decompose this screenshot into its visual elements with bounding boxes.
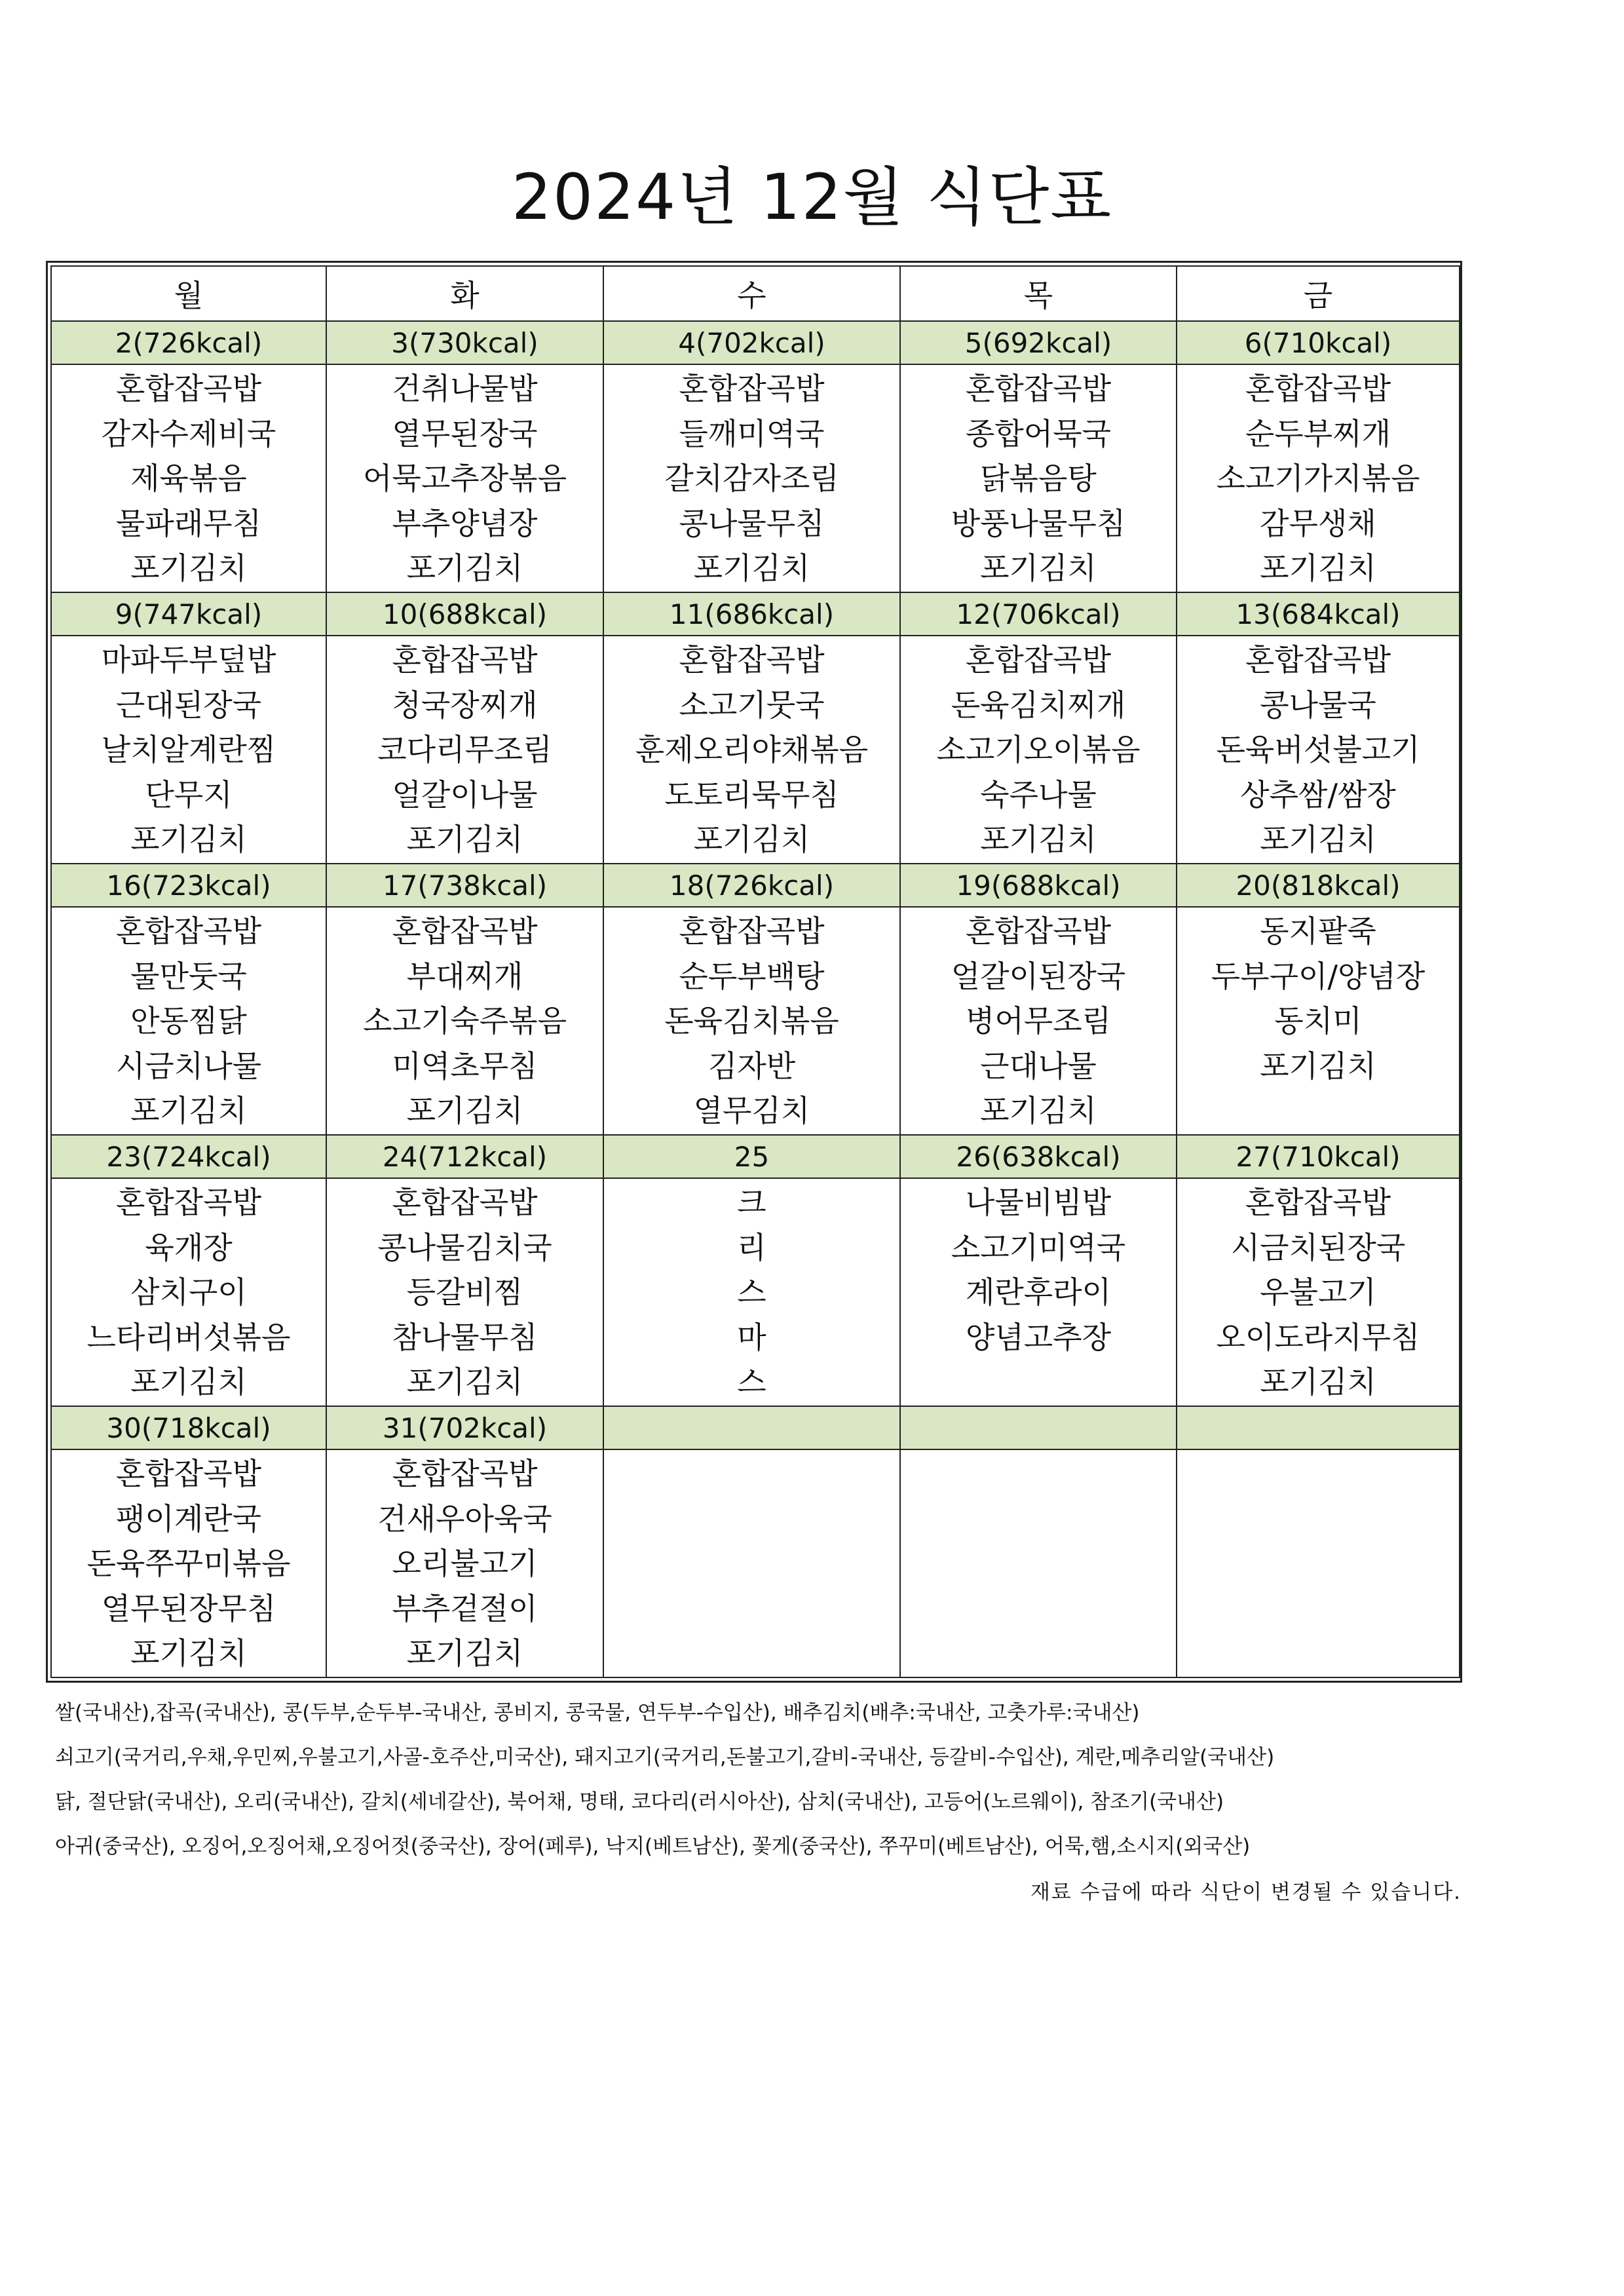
menu-item: 포기김치: [693, 822, 810, 857]
menu-cell: [603, 364, 900, 592]
menu-item: 건취나물밥: [392, 371, 538, 406]
weekday-header-mon: 월: [51, 266, 326, 321]
menu-row: [51, 1178, 1460, 1406]
menu-cell: [603, 1178, 900, 1406]
menu-item: [901, 1451, 1176, 1497]
date-row: [51, 864, 1460, 907]
menu-item: 참나물무침: [392, 1319, 538, 1355]
menu-item: 콩나물김치국: [377, 1229, 552, 1265]
menu-item: 포기김치: [1260, 822, 1376, 857]
menu-item: 포기김치: [406, 550, 523, 586]
menu-item: 시금치된장국: [1230, 1229, 1406, 1265]
menu-item: 종합어묵국: [965, 415, 1112, 451]
menu-cell: [326, 636, 603, 864]
menu-item: 두부구이/양념장: [1211, 958, 1426, 994]
menu-item: 제육볶음: [130, 461, 247, 496]
menu-item: 방풍나물무침: [951, 505, 1126, 541]
date-cell: 2(726kcal): [51, 321, 326, 364]
menu-item: 포기김치: [406, 822, 523, 857]
date-cell: [603, 1406, 900, 1449]
menu-item: 혼합잡곡밥: [965, 913, 1112, 949]
menu-item: 들깨미역국: [679, 415, 825, 451]
date-cell: 12(706kcal): [900, 592, 1177, 636]
menu-item: 근대된장국: [115, 687, 262, 723]
menu-item: 혼합잡곡밥: [392, 1456, 538, 1491]
date-cell: 31(702kcal): [326, 1406, 603, 1449]
menu-item: 혼합잡곡밥: [679, 913, 825, 949]
menu-item: 동치미: [1274, 1003, 1362, 1039]
date-cell: 18(726kcal): [603, 864, 900, 907]
menu-cell: [326, 907, 603, 1135]
menu-item: 팽이계란국: [115, 1501, 262, 1537]
date-cell: 25: [603, 1135, 900, 1178]
menu-item: 순두부백탕: [679, 958, 825, 994]
menu-item: 육개장: [145, 1229, 233, 1265]
menu-item: [1177, 1541, 1459, 1586]
menu-item: 코다리무조림: [377, 732, 552, 767]
menu-item: 물파래무침: [115, 505, 262, 541]
menu-item: [1177, 1497, 1459, 1542]
menu-cell: [900, 907, 1177, 1135]
menu-item: 부추겉절이: [392, 1590, 538, 1626]
page-title: 2024년 12월 식단표: [511, 161, 1113, 234]
menu-item: 포기김치: [130, 1636, 247, 1671]
menu-item: 콩나물국: [1260, 687, 1376, 723]
menu-item: 감자수제비국: [101, 415, 276, 451]
menu-item: 혼합잡곡밥: [679, 371, 825, 406]
menu-cell: [1177, 364, 1460, 592]
menu-item: 포기김치: [980, 822, 1097, 857]
menu-item: 혼합잡곡밥: [965, 642, 1112, 678]
menu-item: 물만둣국: [130, 958, 247, 994]
menu-item: 부추양념장: [392, 505, 538, 541]
menu-item: 양념고추장: [965, 1319, 1112, 1355]
date-cell: 19(688kcal): [900, 864, 1177, 907]
menu-item: [1177, 1088, 1459, 1134]
menu-item: 혼합잡곡밥: [115, 913, 262, 949]
menu-item: 병어무조림: [965, 1003, 1112, 1039]
menu-item: 단무지: [145, 776, 233, 813]
menu-item: 포기김치: [980, 550, 1097, 586]
menu-item: 마파두부덮밥: [101, 642, 276, 678]
menu-item: 상추쌈/쌈장: [1240, 776, 1396, 813]
menu-item: 혼합잡곡밥: [392, 913, 538, 949]
menu-item: 혼합잡곡밥: [392, 642, 538, 678]
menu-item: 도토리묵무침: [664, 776, 839, 813]
menu-item: 열무김치: [693, 1093, 810, 1128]
menu-item: 혼합잡곡밥: [115, 1185, 262, 1220]
date-cell: 16(723kcal): [51, 864, 326, 907]
menu-cell: [51, 1178, 326, 1406]
origin-note-line: 닭, 절단닭(국내산), 오리(국내산), 갈치(세네갈산), 북어채, 명태, 코다리(러시아산), 삼치(국내산), 고등어(노르웨이), 참조기(국내산): [55, 1790, 1224, 1814]
menu-item: 소고기가지볶음: [1216, 461, 1420, 496]
menu-item: 포기김치: [130, 822, 247, 857]
menu-item: 근대나물: [980, 1048, 1097, 1084]
menu-item: [901, 1497, 1176, 1542]
menu-item: 계란후라이: [965, 1274, 1112, 1310]
menu-item: 김자반: [708, 1048, 796, 1084]
menu-item: 혼합잡곡밥: [115, 1456, 262, 1491]
menu-item: [1177, 1451, 1459, 1497]
menu-item: 혼합잡곡밥: [1245, 371, 1391, 406]
menu-item: 소고기오이볶음: [936, 732, 1141, 767]
menu-item: [604, 1541, 899, 1586]
menu-item: 스: [737, 1364, 766, 1400]
menu-item: 오리불고기: [392, 1546, 538, 1581]
menu-cell: [326, 364, 603, 592]
date-cell: 20(818kcal): [1177, 864, 1460, 907]
menu-item: 포기김치: [693, 550, 810, 586]
menu-cell: [900, 636, 1177, 864]
menu-item: 혼합잡곡밥: [115, 371, 262, 406]
date-cell: 4(702kcal): [603, 321, 900, 364]
menu-item: [604, 1586, 899, 1632]
weekday-header-thu: 목: [900, 266, 1177, 321]
menu-item: 부대찌개: [406, 958, 523, 994]
menu-item: 혼합잡곡밥: [679, 642, 825, 678]
menu-item: 포기김치: [406, 1364, 523, 1400]
menu-item: 감무생채: [1260, 505, 1376, 541]
menu-item: 삼치구이: [130, 1274, 247, 1310]
date-cell: 13(684kcal): [1177, 592, 1460, 636]
meal-table-frame: [46, 261, 1462, 1683]
origin-note-line: 아귀(중국산), 오징어,오징어채,오징어젓(중국산), 장어(페루), 낙지(베트남산), 꽃게(중국산), 쭈꾸미(베트남산), 어묵,햄,소시지(외국산): [55, 1835, 1251, 1858]
menu-cell: [900, 364, 1177, 592]
menu-item: 포기김치: [1260, 550, 1376, 586]
menu-cell: [603, 1449, 900, 1677]
menu-item: 스: [737, 1274, 766, 1310]
date-row: [51, 1406, 1460, 1449]
date-cell: 9(747kcal): [51, 592, 326, 636]
menu-item: 소고기뭇국: [679, 687, 825, 723]
date-cell: 17(738kcal): [326, 864, 603, 907]
menu-cell: [603, 636, 900, 864]
menu-item: 어묵고추장볶음: [362, 461, 567, 496]
menu-cell: [900, 1178, 1177, 1406]
menu-item: 닭볶음탕: [980, 461, 1097, 496]
menu-item: 포기김치: [406, 1093, 523, 1128]
menu-cell: [900, 1449, 1177, 1677]
menu-cell: [326, 1178, 603, 1406]
menu-item: [604, 1631, 899, 1676]
origin-note-line: 쇠고기(국거리,우채,우민찌,우불고기,사골-호주산,미국산), 돼지고기(국거리,돈불고기,갈비-국내산, 등갈비-수입산), 계란,메추리알(국내산): [55, 1746, 1275, 1769]
menu-item: 혼합잡곡밥: [965, 371, 1112, 406]
menu-cell: [326, 1449, 603, 1677]
menu-item: 등갈비찜: [406, 1274, 523, 1310]
menu-item: [604, 1497, 899, 1542]
weekday-header-fri: 금: [1177, 266, 1460, 321]
date-cell: 30(718kcal): [51, 1406, 326, 1449]
menu-cell: [1177, 907, 1460, 1135]
date-cell: [900, 1406, 1177, 1449]
date-cell: 26(638kcal): [900, 1135, 1177, 1178]
menu-item: 우불고기: [1260, 1274, 1376, 1310]
menu-item: 포기김치: [130, 550, 247, 586]
date-cell: [1177, 1406, 1460, 1449]
menu-item: 갈치감자조림: [664, 461, 839, 496]
menu-item: 혼합잡곡밥: [1245, 642, 1391, 678]
menu-item: 소고기숙주볶음: [362, 1003, 567, 1039]
menu-cell: [51, 636, 326, 864]
menu-item: [901, 1360, 1176, 1405]
menu-item: 오이도라지무침: [1216, 1319, 1420, 1355]
menu-item: 훈제오리야채볶음: [635, 732, 869, 767]
menu-item: 혼합잡곡밥: [392, 1185, 538, 1220]
menu-item: 나물비빔밥: [965, 1185, 1112, 1220]
menu-item: [901, 1631, 1176, 1676]
menu-item: 미역초무침: [392, 1048, 538, 1084]
menu-item: [901, 1541, 1176, 1586]
menu-item: 건새우아욱국: [377, 1501, 552, 1537]
date-cell: 11(686kcal): [603, 592, 900, 636]
menu-item: 동지팥죽: [1260, 913, 1376, 949]
menu-row: [51, 364, 1460, 592]
menu-item: 열무된장국: [392, 415, 538, 451]
menu-item: [1177, 1631, 1459, 1676]
date-row: [51, 592, 1460, 636]
date-row: [51, 1135, 1460, 1178]
menu-item: 포기김치: [130, 1364, 247, 1400]
menu-item: 혼합잡곡밥: [1245, 1185, 1391, 1220]
date-cell: 27(710kcal): [1177, 1135, 1460, 1178]
menu-item: 느타리버섯볶음: [86, 1319, 291, 1355]
menu-row: [51, 636, 1460, 864]
menu-item: 리: [737, 1229, 766, 1265]
menu-item: 마: [737, 1319, 766, 1355]
menu-item: 크: [737, 1185, 766, 1220]
menu-item: [604, 1451, 899, 1497]
date-cell: 23(724kcal): [51, 1135, 326, 1178]
menu-item: 돈육버섯불고기: [1216, 732, 1420, 767]
menu-item: 돈육김치찌개: [951, 687, 1126, 723]
menu-item: [1177, 1586, 1459, 1632]
date-cell: 5(692kcal): [900, 321, 1177, 364]
date-cell: 3(730kcal): [326, 321, 603, 364]
origin-note-line: 쌀(국내산),잡곡(국내산), 콩(두부,순두부-국내산, 콩비지, 콩국물, 연두부-수입산), 배추김치(배추:국내산, 고춧가루:국내산): [55, 1701, 1140, 1725]
menu-item: 얼갈이된장국: [951, 958, 1126, 994]
menu-item: 돈육쭈꾸미볶음: [86, 1546, 291, 1581]
date-cell: 10(688kcal): [326, 592, 603, 636]
menu-cell: [1177, 1449, 1460, 1677]
menu-cell: [51, 364, 326, 592]
menu-item: 포기김치: [1260, 1364, 1376, 1400]
meal-table: [50, 265, 1460, 1678]
menu-item: 열무된장무침: [101, 1590, 276, 1626]
menu-cell: [51, 907, 326, 1135]
menu-cell: [603, 907, 900, 1135]
weekday-header-row: [51, 266, 1460, 321]
menu-item: 순두부찌개: [1245, 415, 1391, 451]
weekday-header-wed: 수: [603, 266, 900, 321]
weekday-header-tue: 화: [326, 266, 603, 321]
meal-table-body: [51, 266, 1460, 1677]
menu-item: 얼갈이나물: [392, 776, 538, 813]
date-cell: 24(712kcal): [326, 1135, 603, 1178]
menu-item: 돈육김치볶음: [664, 1003, 839, 1039]
menu-item: 포기김치: [980, 1093, 1097, 1128]
menu-item: 소고기미역국: [951, 1229, 1126, 1265]
menu-item: 안동찜닭: [130, 1003, 247, 1039]
menu-item: 포기김치: [406, 1636, 523, 1671]
date-row: [51, 321, 1460, 364]
menu-item: 포기김치: [130, 1093, 247, 1128]
menu-cell: [51, 1449, 326, 1677]
date-cell: 6(710kcal): [1177, 321, 1460, 364]
menu-item: 시금치나물: [115, 1048, 262, 1084]
menu-item: [901, 1586, 1176, 1632]
menu-change-disclaimer: 재료 수급에 따라 식단이 변경될 수 있습니다.: [1030, 1881, 1462, 1904]
menu-row: [51, 907, 1460, 1135]
menu-item: 포기김치: [1260, 1048, 1376, 1084]
menu-item: 날치알계란찜: [101, 732, 276, 767]
menu-cell: [1177, 636, 1460, 864]
menu-row: [51, 1449, 1460, 1677]
menu-item: 청국장찌개: [392, 687, 538, 723]
menu-item: 콩나물무침: [679, 505, 825, 541]
origin-notes: [55, 1700, 1470, 1878]
menu-cell: [1177, 1178, 1460, 1406]
menu-item: 숙주나물: [980, 776, 1097, 813]
